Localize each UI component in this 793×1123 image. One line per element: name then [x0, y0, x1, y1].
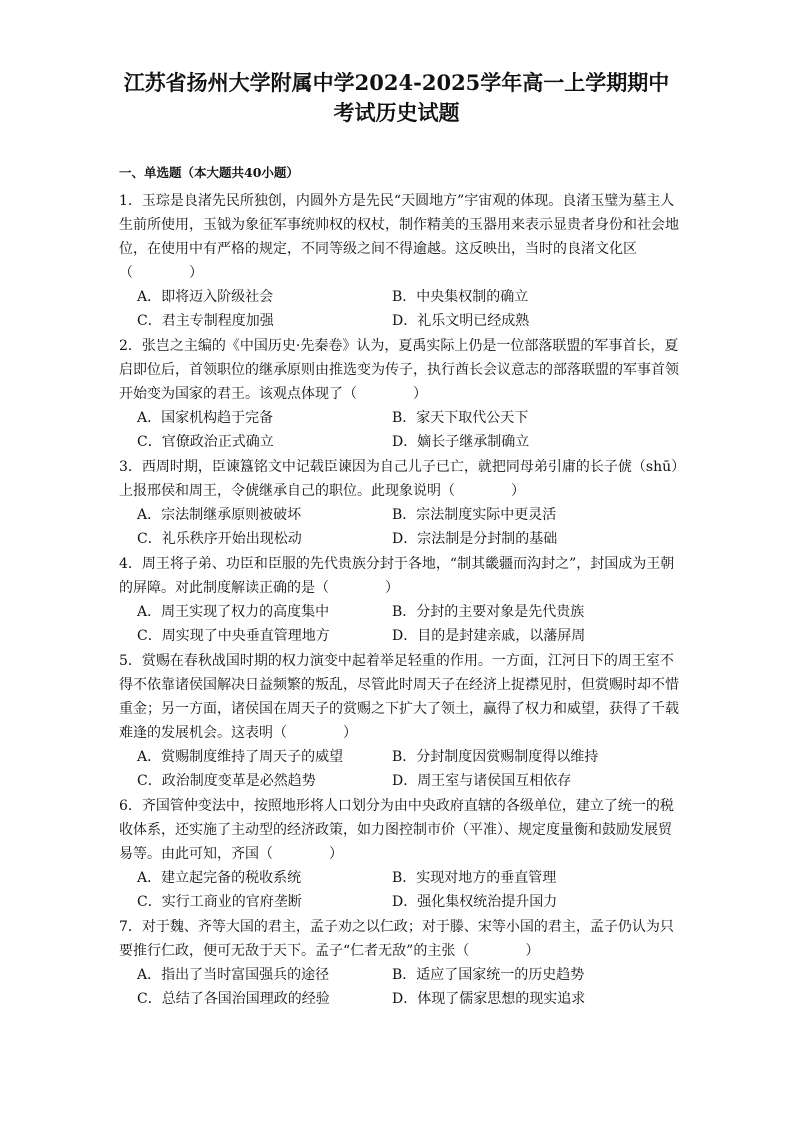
page-title-line2: 考试历史试题 [333, 100, 460, 125]
question-stem: 6．齐国管仲变法中，按照地形将人口划分为由中央政府直辖的各级单位，建立了统一的税收体系，还实施了主动型的经济政策，如力图控制市价（平准）、规定度量衡和鼓励发展贸易等。由此可知，齐国（ ） [119, 798, 674, 862]
option-c: C．总结了各国治国理政的经验 [137, 991, 330, 1007]
question-3 [119, 455, 679, 551]
option-b: B．中央集权制的确立 [392, 289, 529, 305]
question-5 [119, 649, 679, 793]
option-c: C．实行工商业的官府垄断 [137, 894, 302, 910]
question-stem: 7．对于魏、齐等大国的君主，孟子劝之以仁政；对于滕、宋等小国的君主，孟子仍认为只要推行仁政，便可无敌于天下。孟子“仁者无敌”的主张（ ） [119, 919, 674, 959]
page-title: 江苏省扬州大学附属中学2024-2025学年高一上学期期中 [123, 70, 670, 95]
option-d: D．嫡长子继承制确立 [392, 434, 530, 450]
option-c: C．政治制度变革是必然趋势 [137, 773, 316, 789]
question-1 [119, 189, 679, 333]
option-a: A．即将迈入阶级社会 [137, 289, 274, 305]
question-stem: 4．周王将子弟、功臣和臣服的先代贵族分封于各地，“制其畿疆而沟封之”，封国成为王朝的屏障。对此制度解读正确的是（ ） [119, 556, 675, 596]
option-d: D．礼乐文明已经成熟 [392, 313, 530, 329]
question-2 [119, 334, 679, 454]
question-stem: 5．赏赐在春秋战国时期的权力演变中起着举足轻重的作用。一方面，江河日下的周王室不得不依靠诸侯国解决日益频繁的叛乱，尽管此时周天子在经济上捉襟见肘，但赏赐时却不惜重金；另一方面，诸侯国在周天子的赏赐之下扩大了领土，赢得了权力和威望，获得了千载难逢的发展机会。这表明（ ） [119, 653, 679, 741]
option-c: C．君主专制程度加强 [137, 313, 274, 329]
option-b: B．适应了国家统一的历史趋势 [392, 967, 585, 983]
option-list [119, 745, 679, 793]
question-stem: 1．玉琮是良渚先民所独创，内圆外方是先民“天圆地方”宇宙观的体现。良渚玉璧为墓主人生前所使用，玉钺为象征军事统帅权的权杖，制作精美的玉器用来表示显贵者身份和社会地位，在使用中有严格的规定，不同等级之间不得逾越。这反映出，当时的良渚文化区（ ） [119, 193, 679, 281]
option-a: A．建立起完备的税收系统 [137, 870, 302, 886]
option-a: A．国家机构趋于完备 [137, 410, 274, 426]
option-c: C．周实现了中央垂直管理地方 [137, 628, 330, 644]
option-d: D．目的是封建亲戚，以藩屏周 [392, 628, 586, 644]
option-d: D．宗法制是分封制的基础 [392, 531, 558, 547]
option-b: B．分封的主要对象是先代贵族 [392, 604, 585, 620]
option-list [119, 600, 679, 648]
option-b: B．分封制度因赏赐制度得以维持 [392, 749, 599, 765]
question-6 [119, 794, 679, 914]
question-4 [119, 552, 679, 648]
option-c: C．礼乐秩序开始出现松动 [137, 531, 302, 547]
option-a: A．指出了当时富国强兵的途径 [137, 967, 330, 983]
question-7 [119, 915, 679, 1011]
option-a: A．宗法制继承原则被破坏 [137, 507, 302, 523]
option-d: D．强化集权统治提升国力 [392, 894, 558, 910]
option-b: B．家天下取代公天下 [392, 410, 529, 426]
option-list [119, 866, 679, 914]
question-stem: 2．张岂之主编的《中国历史·先秦卷》认为，夏禹实际上仍是一位部落联盟的军事首长，夏启即位后，首领职位的继承原则由推选变为传子，执行酋长会议意志的部落联盟的军事首领开始变为国家的君王。该观点体现了（ ） [119, 338, 679, 402]
option-a: A．赏赐制度维持了周天子的威望 [137, 749, 344, 765]
option-list [119, 285, 679, 333]
option-b: B．实现对地方的垂直管理 [392, 870, 557, 886]
option-d: D．体现了儒家思想的现实追求 [392, 991, 586, 1007]
option-list [119, 503, 679, 551]
question-stem: 3．西周时期，臣谏簋铭文中记载臣谏因为自己儿子已亡，就把同母弟引庸的长子俿（shū）上报邢侯和周王，令俿继承自己的职位。此现象说明（ ） [119, 459, 679, 499]
option-d: D．周王室与诸侯国互相依存 [392, 773, 572, 789]
option-list [119, 406, 679, 454]
section-heading: 一、单选题（本大题共40小题） [119, 165, 299, 180]
option-b: B．宗法制度实际中更灵活 [392, 507, 557, 523]
option-a: A．周王实现了权力的高度集中 [137, 604, 330, 620]
option-list [119, 963, 679, 1011]
option-c: C．官僚政治正式确立 [137, 434, 274, 450]
